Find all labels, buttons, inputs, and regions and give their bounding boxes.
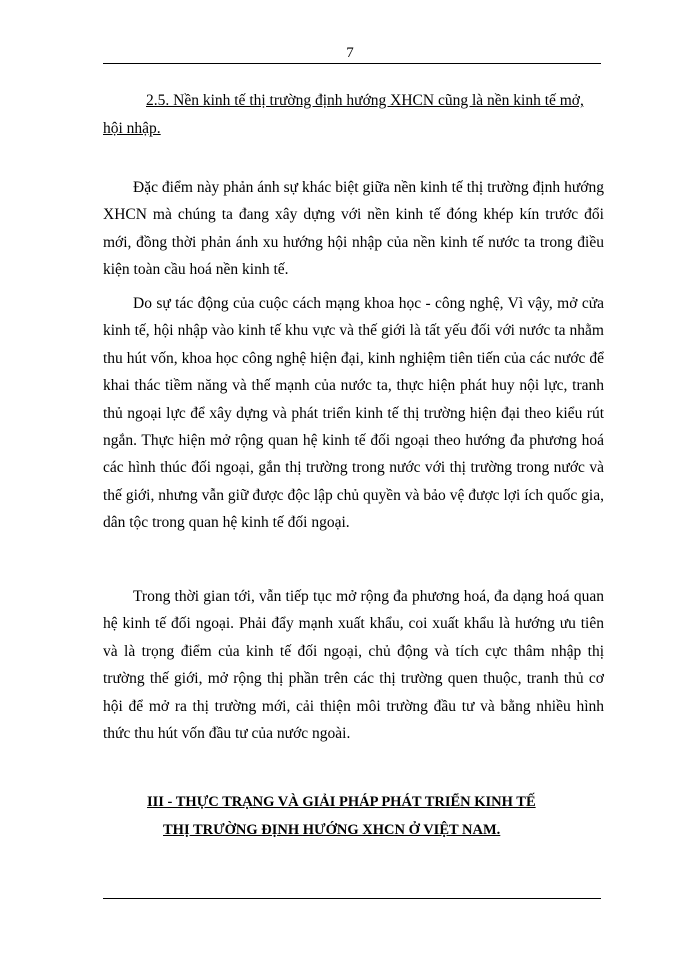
footer-rule xyxy=(103,898,601,899)
paragraph-2: Do sự tác động của cuộc cách mạng khoa học - công nghệ, Vì vậy, mở cửa kinh tế, hội nhập vào kinh tế khu vực và thế giới là tất yếu đối với nước ta nhằm thu hút vốn, khoa học công nghệ hiện đại, kinh nghiệm tiên tiến của các nước để khai thác tiềm năng và thế mạnh của nước ta, thực hiện phát huy nội lực, tranh thủ ngoại lực để xây dựng và phát triển kinh tế thị trường hiện đại theo kiểu rút ngắn. Thực hiện mở rộng quan hệ kinh tế đối ngoại theo hướng đa phương hoá các hình thúc đối ngoại, gắn thị trường trong nước với thị trường trong nước và thế giới, nhưng vẫn giữ được độc lập chủ quyền và bảo vệ được lợi ích quốc gia, dân tộc trong quan hệ kinh tế đối ngoại. xyxy=(103,295,604,532)
paragraph-3: Trong thời gian tới, vẫn tiếp tục mở rộng đa phương hoá, đa dạng hoá quan hệ kinh tế đối ngoại. Phải đẩy mạnh xuất khẩu, coi xuất khẩu là hướng ưu tiên và là trọng điểm của kinh tế đối ngoại, chủ động và tích cực thâm nhập thị trường thế giới, mở rộng thị phần trên các thị trường quen thuộc, tranh thủ cơ hội để mở ra thị trường mới, cải thiện môi trường đầu tư và bằng nhiều hình thức thu hút vốn đầu tư của nước ngoài. xyxy=(103,588,604,743)
chapter-heading xyxy=(0,788,700,844)
section-heading xyxy=(103,87,603,143)
section-heading-text: 2.5. Nền kinh tế thị trường định hướng XHCN cũng là nền kinh tế mở, hội nhập. xyxy=(103,92,584,137)
page-number: 7 xyxy=(346,45,354,61)
header-rule xyxy=(103,63,601,64)
chapter-heading-line-2: THỊ TRƯỜNG ĐỊNH HƯỚNG XHCN Ở VIỆT NAM. xyxy=(163,822,501,838)
chapter-heading-line-1: III - THỰC TRẠNG VÀ GIẢI PHÁP PHÁT TRIỂN KINH TẾ xyxy=(147,794,536,810)
paragraph-1: Đặc điểm này phản ánh sự khác biệt giữa nền kinh tế thị trường định hướng XHCN mà chúng ta đang xây dựng với nền kinh tế đóng khép kín trước đổi mới, đồng thời phản ánh xu hướng hội nhập của nền kinh tế nước ta trong điều kiện toàn cầu hoá nền kinh tế. xyxy=(103,179,604,279)
